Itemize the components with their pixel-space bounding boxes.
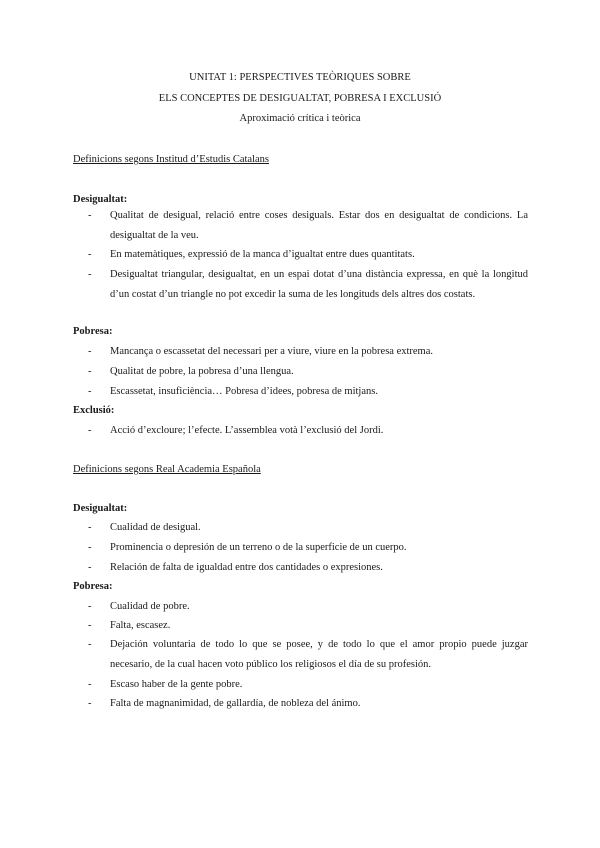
list-item [88, 362, 528, 382]
term-pobresa-iec: Pobresa: [73, 326, 113, 337]
list-item [88, 538, 528, 558]
bullet-dash: - [88, 210, 92, 221]
bullet-dash: - [88, 269, 92, 280]
list-item [88, 675, 528, 695]
document-subtitle: Aproximació crítica i teòrica [239, 113, 361, 124]
definition-text: Mancança o escassetat del necessari per a viure, viure en la pobresa extrema. [110, 346, 434, 357]
bullet-dash: - [88, 601, 92, 612]
list-item [88, 616, 528, 636]
bullet-dash: - [88, 542, 92, 553]
definition-text: Cualidad de pobre. [110, 601, 190, 612]
bullet-dash: - [88, 522, 92, 533]
definition-text: Prominencia o depresión de un terreno o de la superficie de un cuerpo. [110, 542, 407, 553]
bullet-dash: - [88, 698, 92, 709]
document-title-line-2: ELS CONCEPTES DE DESIGUALTAT, POBRESA I EXCLUSIÓ [158, 93, 442, 104]
section-heading-rae: Definicions segons Real Academia Española [73, 464, 261, 475]
list-item [88, 421, 528, 441]
definition-text: Escaso haber de la gente pobre. [110, 679, 243, 690]
bullet-dash: - [88, 639, 92, 650]
list-item [88, 518, 528, 538]
bullet-dash: - [88, 425, 92, 436]
definition-text: Escassetat, insuficiència… Pobresa d’idees, pobresa de mitjans. [110, 386, 378, 397]
bullet-dash: - [88, 249, 92, 260]
bullet-dash: - [88, 620, 92, 631]
term-exclusio-iec: Exclusió: [73, 405, 115, 416]
definition-text: Acció d’excloure; l’efecte. L’assemblea votà l’exclusió del Jordi. [110, 425, 384, 436]
list-item [88, 206, 528, 246]
definition-text: Falta, escasez. [110, 620, 171, 631]
definition-text: Desigualtat triangular, desigualtat, en un espai dotat d’una distància expressa, en què la longitud d’un costat d’un triangle no pot excedir la suma de les longituds dels altres dos costats. [110, 269, 528, 300]
definition-text: Dejación voluntaria de todo lo que se posee, y de todo lo que el amor propio puede juzgar necesario, de la cual hacen voto público los religiosos el día de su profesión. [110, 639, 528, 670]
list-item [88, 635, 528, 675]
list-item [88, 265, 528, 305]
list-item [88, 558, 528, 578]
list-item [88, 694, 528, 714]
bullet-dash: - [88, 679, 92, 690]
definition-text: Qualitat de pobre, la pobresa d’una llengua. [110, 366, 294, 377]
bullet-dash: - [88, 366, 92, 377]
document-title-line-1: UNITAT 1: PERSPECTIVES TEÒRIQUES SOBRE [189, 72, 411, 83]
bullet-dash: - [88, 562, 92, 573]
term-pobresa-rae: Pobresa: [73, 581, 113, 592]
list-item [88, 382, 528, 402]
bullet-dash: - [88, 386, 92, 397]
definition-text: Relación de falta de igualdad entre dos cantidades o expresiones. [110, 562, 383, 573]
term-desigualtat-iec: Desigualtat: [73, 194, 128, 205]
list-item [88, 342, 528, 362]
bullet-dash: - [88, 346, 92, 357]
definition-text: Cualidad de desigual. [110, 522, 201, 533]
list-item [88, 597, 528, 617]
definition-text: Falta de magnanimidad, de gallardía, de nobleza del ánimo. [110, 698, 361, 709]
definition-text: En matemàtiques, expressió de la manca d’igualtat entre dues quantitats. [110, 249, 415, 260]
definition-text: Qualitat de desigual, relació entre coses desiguals. Estar dos en desigualtat de condicions. La desigualtat de la veu. [110, 210, 528, 241]
list-item [88, 245, 528, 265]
section-heading-iec: Definicions segons Institud d’Estudis Catalans [73, 154, 269, 165]
term-desigualtat-rae: Desigualtat: [73, 503, 128, 514]
